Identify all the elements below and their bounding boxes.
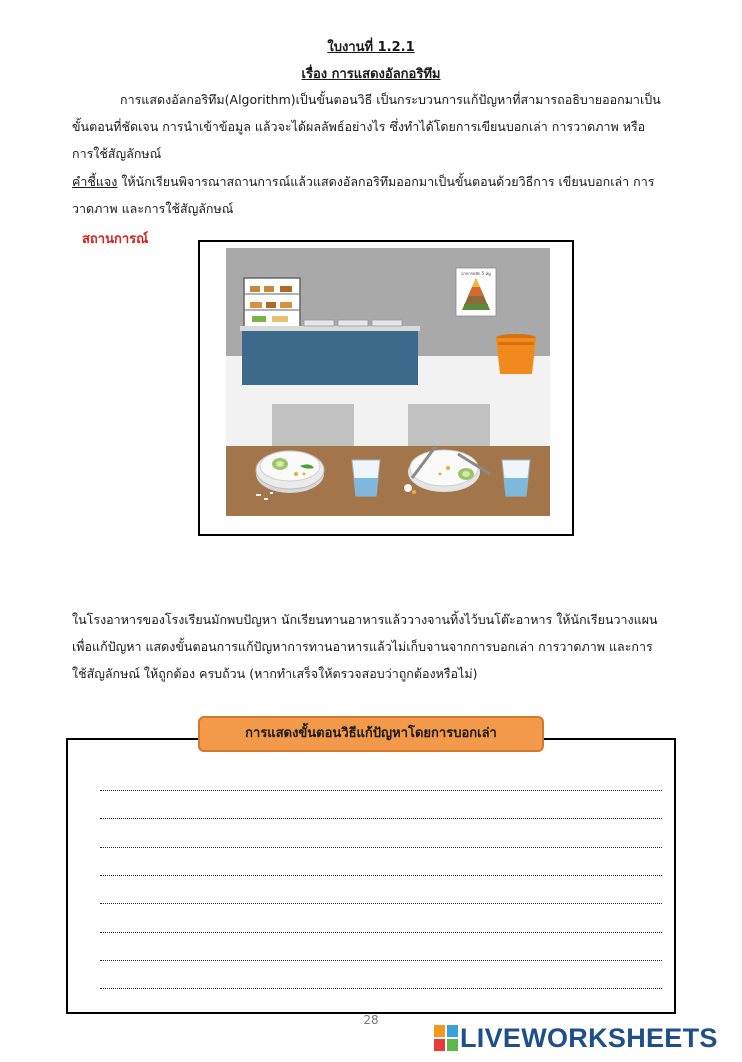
- brand-name: LIVEWORKSHEETS: [460, 1022, 718, 1053]
- instruction-text: ให้นักเรียนพิจารณาสถานการณ์แล้วแสดงอัลกอริทึมออกมาเป็นขั้นตอนด้วยวิธีการ เขียนบอกเล่า การ: [117, 174, 655, 189]
- counter-top: [240, 326, 420, 331]
- answer-line-1[interactable]: [100, 790, 662, 791]
- answer-line-4[interactable]: [100, 875, 662, 876]
- serving-counter: [242, 331, 418, 385]
- tray: [372, 320, 402, 326]
- canteen-scene: [198, 240, 574, 536]
- liveworksheets-logo[interactable]: [434, 1022, 718, 1054]
- answer-line-5[interactable]: [100, 903, 662, 904]
- glass-left: [352, 460, 380, 496]
- problem-line-3: ใช้สัญลักษณ์ ให้ถูกต้อง ครบถ้วน (หากทำเสร็จให้ตรวจสอบว่าถูกต้องหรือไม่): [72, 666, 478, 681]
- intro-line-3: การใช้สัญลักษณ์: [72, 146, 162, 161]
- food-display-case: [244, 278, 300, 328]
- answer-line-6[interactable]: [100, 932, 662, 933]
- poster-title: อาหารหลัก 5 หมู่: [461, 271, 491, 276]
- chair-right: [408, 404, 490, 448]
- page-number: 28: [363, 1013, 379, 1027]
- answer-line-7[interactable]: [100, 960, 662, 961]
- answer-section-header: การแสดงขั้นตอนวิธีแก้ปัญหาโดยการบอกเล่า: [198, 716, 544, 752]
- canteen-illustration: [200, 242, 572, 534]
- problem-line-2: เพื่อแก้ปัญหา แสดงขั้นตอนการแก้ปัญหาการทานอาหารแล้วไม่เก็บจานจากการบอกเล่า การวาดภาพ และการ: [72, 639, 653, 654]
- situation-label: สถานการณ์: [82, 232, 149, 247]
- instruction-label: คำชี้แจง: [72, 174, 118, 189]
- tray: [304, 320, 334, 326]
- intro-line-1: การแสดงอัลกอริทึม(Algorithm)เป็นขั้นตอนวิธี เป็นกระบวนการแก้ปัญหาที่สามารถอธิบายออกมาเป็น: [120, 92, 661, 107]
- worksheet-topic: เรื่อง การแสดงอัลกอริทึม: [301, 67, 441, 82]
- tray: [338, 320, 368, 326]
- problem-line-1: ในโรงอาหารของโรงเรียนมักพบปัญหา นักเรียนทานอาหารแล้ววางจานทิ้งไว้บนโต๊ะอาหาร ให้นักเรียนวางแผน: [72, 612, 658, 627]
- liveworksheets-logo-icon: [434, 1025, 458, 1051]
- orange-bin: [496, 334, 536, 374]
- worksheet-number: ใบงานที่ 1.2.1: [327, 40, 415, 55]
- intro-line-2: ขั้นตอนที่ชัดเจน การนำเข้าข้อมูล แล้วจะได้ผลลัพธ์อย่างไร ซึ่งทำได้โดยการเขียนบอกเล่า การวาดภาพ หรือ: [72, 119, 646, 134]
- answer-line-2[interactable]: [100, 818, 662, 819]
- chair-left: [272, 404, 354, 448]
- answer-line-8[interactable]: [100, 988, 662, 989]
- dirty-plates-left: [256, 451, 324, 493]
- instruction-line-1: [72, 168, 654, 195]
- instruction-line-2: วาดภาพ และการใช้สัญลักษณ์: [72, 201, 234, 216]
- glass-right: [502, 460, 530, 496]
- answer-box: [66, 738, 676, 1014]
- food-pyramid-poster: [456, 268, 496, 316]
- answer-line-3[interactable]: [100, 847, 662, 848]
